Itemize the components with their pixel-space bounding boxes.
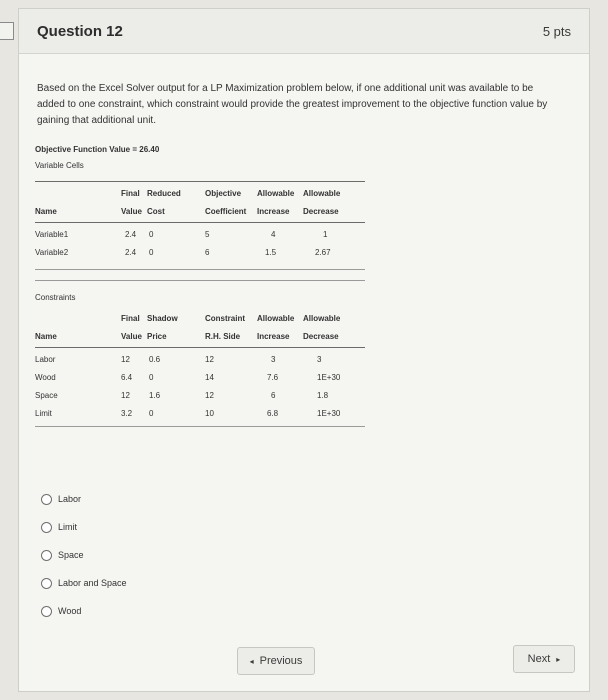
cell: 0	[149, 247, 154, 257]
question-header	[19, 9, 589, 54]
cell: 6	[205, 247, 210, 257]
table-row	[35, 404, 365, 422]
table-row	[35, 368, 365, 386]
question-card	[18, 8, 590, 692]
header-cell: Objective	[205, 188, 242, 198]
radio-button[interactable]	[41, 606, 52, 617]
cell: 0	[149, 229, 154, 239]
cell: 12	[205, 390, 214, 400]
cell: 1.8	[317, 390, 329, 400]
header-cell: Name	[35, 331, 57, 341]
table-row	[35, 225, 365, 243]
cell: 7.6	[267, 372, 279, 382]
constraints-table	[35, 309, 365, 427]
option-labor-and-space[interactable]	[41, 569, 127, 597]
cell: 0.6	[149, 354, 161, 364]
option-labor[interactable]	[41, 485, 127, 513]
header-cell: Decrease	[303, 331, 339, 341]
header-cell: Cost	[147, 206, 165, 216]
header-cell: Reduced	[147, 188, 181, 198]
cell: 0	[149, 372, 154, 382]
next-label: Next	[527, 653, 551, 665]
cell: 3.2	[121, 408, 133, 418]
cell: 6	[271, 390, 276, 400]
cell: 6.4	[121, 372, 133, 382]
chevron-left-icon: ◂	[249, 656, 254, 666]
cell: 2.4	[125, 229, 137, 239]
option-label: Space	[58, 550, 84, 560]
header-cell: Value	[121, 206, 142, 216]
variable-cells-label: Variable Cells	[35, 161, 84, 170]
header-cell: Final	[121, 313, 140, 323]
header-cell: Decrease	[303, 206, 339, 216]
cell: 12	[121, 390, 130, 400]
option-label: Labor and Space	[58, 578, 127, 588]
radio-button[interactable]	[41, 578, 52, 589]
chevron-right-icon: ▸	[556, 654, 561, 664]
header-cell: Allowable	[257, 188, 295, 198]
header-cell: R.H. Side	[205, 331, 241, 341]
cell: 1E+30	[317, 408, 341, 418]
header-cell: Name	[35, 206, 57, 216]
cell: Labor	[35, 354, 56, 364]
table-row	[35, 350, 365, 368]
previous-label: Previous	[259, 655, 303, 667]
cell: 10	[205, 408, 214, 418]
cell: 3	[317, 354, 322, 364]
side-tab-marker	[0, 22, 14, 40]
cell: 1.6	[149, 390, 161, 400]
cell: 4	[271, 229, 276, 239]
cell: Limit	[35, 408, 52, 418]
previous-button[interactable]	[237, 647, 315, 675]
constraints-label: Constraints	[35, 293, 76, 302]
radio-button[interactable]	[41, 494, 52, 505]
option-limit[interactable]	[41, 513, 127, 541]
question-points: 5 pts	[542, 23, 571, 39]
cell: 3	[271, 354, 276, 364]
cell: 12	[121, 354, 130, 364]
table-header-row	[35, 327, 365, 345]
cell: Variable1	[35, 229, 69, 239]
table-row	[35, 386, 365, 404]
option-wood[interactable]	[41, 597, 127, 625]
cell: 1E+30	[317, 372, 341, 382]
table-header-row	[35, 184, 365, 202]
option-label: Wood	[58, 606, 82, 616]
header-cell: Allowable	[303, 188, 341, 198]
question-title: Question 12	[37, 22, 123, 40]
header-cell: Shadow	[147, 313, 178, 323]
cell: 14	[205, 372, 214, 382]
cell: 5	[205, 229, 210, 239]
header-cell: Constraint	[205, 313, 245, 323]
header-cell: Increase	[257, 206, 290, 216]
option-label: Limit	[58, 522, 78, 532]
variable-cells-table	[35, 179, 365, 281]
cell: Wood	[35, 372, 56, 382]
cell: 2.67	[315, 247, 331, 257]
header-cell: Final	[121, 188, 140, 198]
header-cell: Increase	[257, 331, 290, 341]
header-cell: Allowable	[303, 313, 341, 323]
table-header-row	[35, 202, 365, 220]
cell: Space	[35, 390, 58, 400]
radio-button[interactable]	[41, 550, 52, 561]
header-cell: Price	[147, 331, 167, 341]
cell: 12	[205, 354, 214, 364]
cell: 6.8	[267, 408, 279, 418]
option-label: Labor	[58, 494, 82, 504]
header-cell: Value	[121, 331, 142, 341]
header-cell: Coefficient	[205, 206, 247, 216]
table-row	[35, 243, 365, 261]
option-space[interactable]	[41, 541, 127, 569]
header-cell: Allowable	[257, 313, 295, 323]
objective-function-label: Objective Function Value = 26.40	[35, 145, 160, 154]
cell: 1.5	[265, 247, 277, 257]
cell: 0	[149, 408, 154, 418]
table-header-row	[35, 309, 365, 327]
next-button[interactable]	[513, 645, 575, 673]
question-prompt: Based on the Excel Solver output for a LP Maximization problem below, if one additional unit was available to be added to one constraint, which constraint would provide the greatest improvement to the objective function value by gaining that additional unit.	[37, 83, 548, 126]
cell: 2.4	[125, 247, 137, 257]
answer-options	[41, 485, 127, 625]
radio-button[interactable]	[41, 522, 52, 533]
cell: Variable2	[35, 247, 69, 257]
cell: 1	[323, 229, 328, 239]
